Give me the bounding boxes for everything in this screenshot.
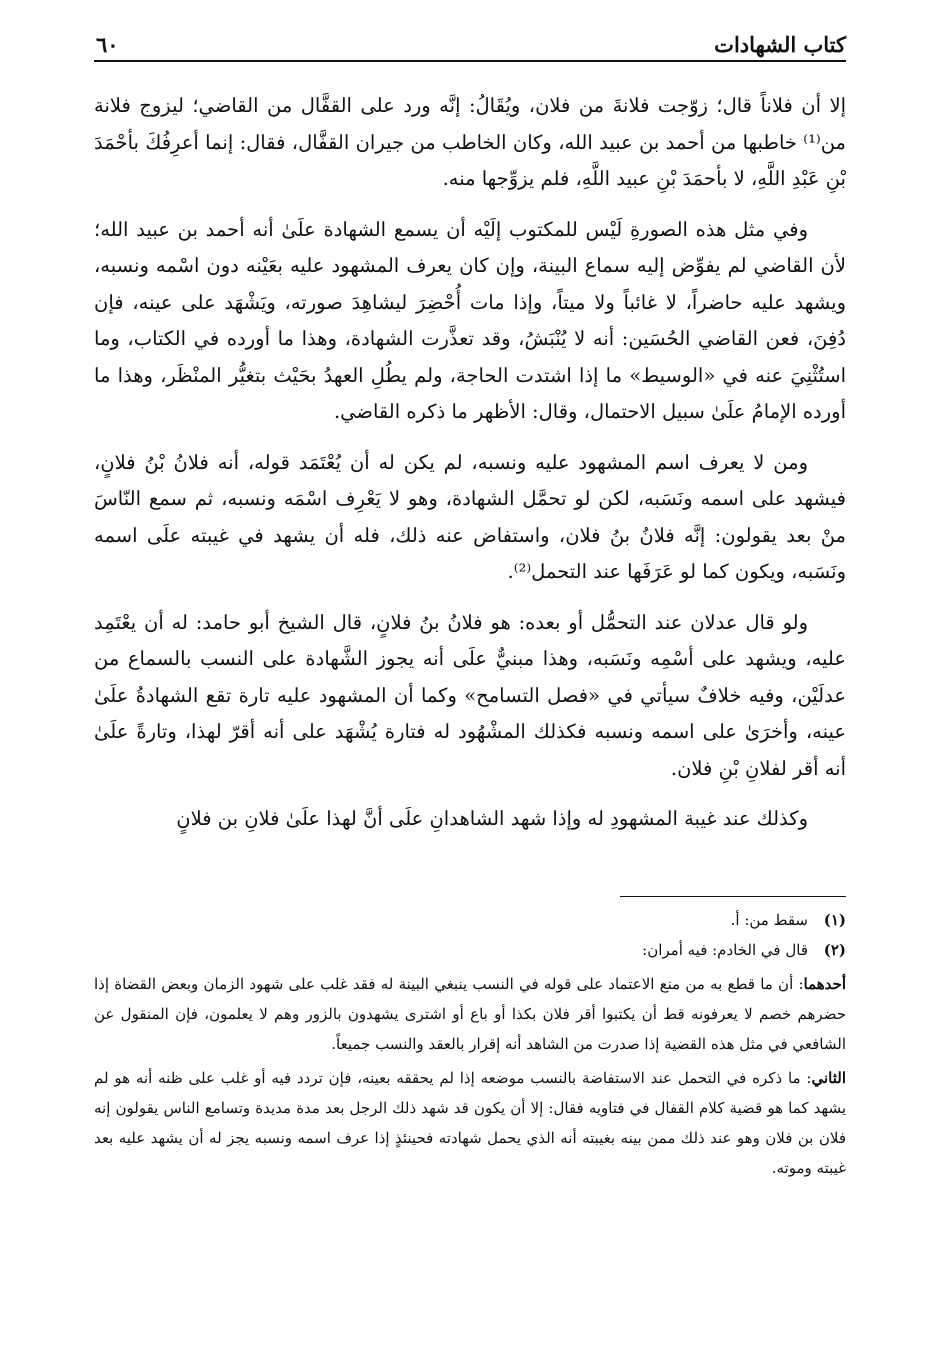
footnote-1	[94, 905, 846, 935]
paragraph: إلا أن فلاناً قال؛ زوّجت فلانةَ من فلان، ويُقَالُ: إنَّه ورد على القفَّال من القاضي؛ ليزوج فلانة من⁽¹⁾ خاطبها من أحمد بن عبيد الله، وكان الخاطب من جيران القفَّال، فقال: إنما أعرِفُكَ بأحْمَدَ بْنِ عَبْدِ اللَّهِ، لا بأحمَدَ بْنِ عبيد اللَّهِ، فلم يزوِّجها منه.	[94, 94, 846, 190]
main-text	[94, 88, 846, 838]
footnotes	[94, 905, 846, 1183]
footnote-text: قال في الخادم: فيه أمران:	[642, 940, 808, 959]
footnote-point-text: : ما ذكره في التحمل عند الاستفاضة بالنسب موضعه إذا لم يحققه بعينه، فإن تردد فيه أو غلب على ظنه أنه هو لم يشهد كما هو قضية كلام القفال في فتاويه فقال: إلا أن يكون قد شهد ذلك الرجل بعد مدة مديدة وتسامع الناس يقولون إنه فلان بن فلان وهو عند ذلك ممن بينه بغيبته أنه الذي يحمل شهادته فحينئذٍ إذا عرف اسمه ونسبه يجز له أن يشهد عليه بعد غيبته وموته.	[94, 1068, 846, 1177]
footnote-point-second	[94, 1063, 846, 1183]
footnote-2	[94, 935, 846, 965]
page-number: ٦٠	[96, 32, 119, 57]
paragraph: ولو قال عدلان عند التحمُّل أو بعده: هو فلانُ بنُ فلانٍ، قال الشيخ أبو حامد: له أن يعْتَمِد عليه، ويشهد على أسْمِه ونَسَبه، وهذا مبنيٌّ علَى أنه يجوز الشَّهادة على النسب بالسماع من عدلَيْن، وفيه خلافٌ سيأتي في «فصل التسامح» وكما أن المشهود عليه تارة تقع الشهادةُ علَىٰ عينه، وأخرَىٰ على اسمه ونسبه فكذلك المشْهُود له فتارة يُشْهَد على أنه أقرّ لهذا، وتارةً علَىٰ أنه أقر لفلانِ بْنِ فلان.	[94, 610, 846, 780]
running-title: كتاب الشهادات	[714, 32, 846, 57]
footnote-point-text: : أن ما قطع به من منع الاعتماد على قوله في النسب ينبغي البينة له فقد غلب على شهود الزمان وبعض القضاة إذا حضرهم خصم لا يعرفونه قط أن يكتبوا أقر فلان بكذا أو باع أو اشترى يشهدون بالزور وهم لا يعلمون، فإن المنقول عن الشافعي في مثل هذه القضية إذا صدرت من الشاهد أنه إقرار بالعقد والنسب جميعاً.	[94, 974, 846, 1053]
footnote-number: (١)	[823, 910, 846, 929]
paragraph: ومن لا يعرف اسم المشهود عليه ونسبه، لم يكن له أن يُعْتَمَد قوله، أنه فلانُ بْنُ فلانٍ، فيشهد على اسمه ونَسَبه، لكن لو تحمَّل الشهادة، وهو لا يَعْرِف اسْمَه ونسبه، ثم سمع النّاسَ منْ بعد يقولون: إنَّه فلانُ بنُ فلان، واستفاض عنه ذلك، فله أن يشهد في غيبته علَى اسمه ونَسَبه، ويكون كما لو عَرَفَها عند التحمل⁽²⁾.	[94, 450, 846, 583]
page-header	[94, 28, 846, 62]
paragraph: وكذلك عند غيبة المشهودِ له وإذا شهد الشاهدانِ علَى أنَّ لهذا علَىٰ فلانِ بن فلانٍ	[176, 807, 808, 830]
footnote-point-label: الثاني	[811, 1068, 846, 1087]
book-page	[94, 28, 846, 1187]
footnote-text: سقط من: أ.	[730, 910, 808, 929]
paragraph: وفي مثل هذه الصورةِ لَيْس للمكتوب إلَيْه أن يسمع الشهادة علَىٰ أنه أحمد بن عبيد الله؛ لأن القاضي لم يفوِّض إليه سماع البينة، وإن كان يعرف المشهود عليه بعَيْنه دون اسْمه ونسبه، ويشهد عليه حاضراً، لا غائباً ولا ميتاً، وإذا مات أُحْضِرَ ليشاهِدَ صورته، ويَشْهَد على عينه، فإن دُفِنَ، فعن القاضي الحُسَين: أنه لا يُنْبَشُ، وقد تعذَّرت الشهادة، وهذا ما أورده في الكتاب، وما استُثْنِيَ عنه في «الوسيط» ما إذا اشتدت الحاجة، ولم يطُلِ العهدُ بحَيْث بتغيُّر المنْظَر، وهذا ما أورده الإمامُ علَىٰ سبيل الاحتمال، وقال: الأظهر ما ذكره القاضي.	[94, 217, 846, 423]
footnote-separator	[620, 896, 846, 897]
footnote-point-label: أحدهما	[803, 974, 846, 993]
footnote-number: (٢)	[823, 940, 846, 959]
footnote-point-first	[94, 969, 846, 1059]
